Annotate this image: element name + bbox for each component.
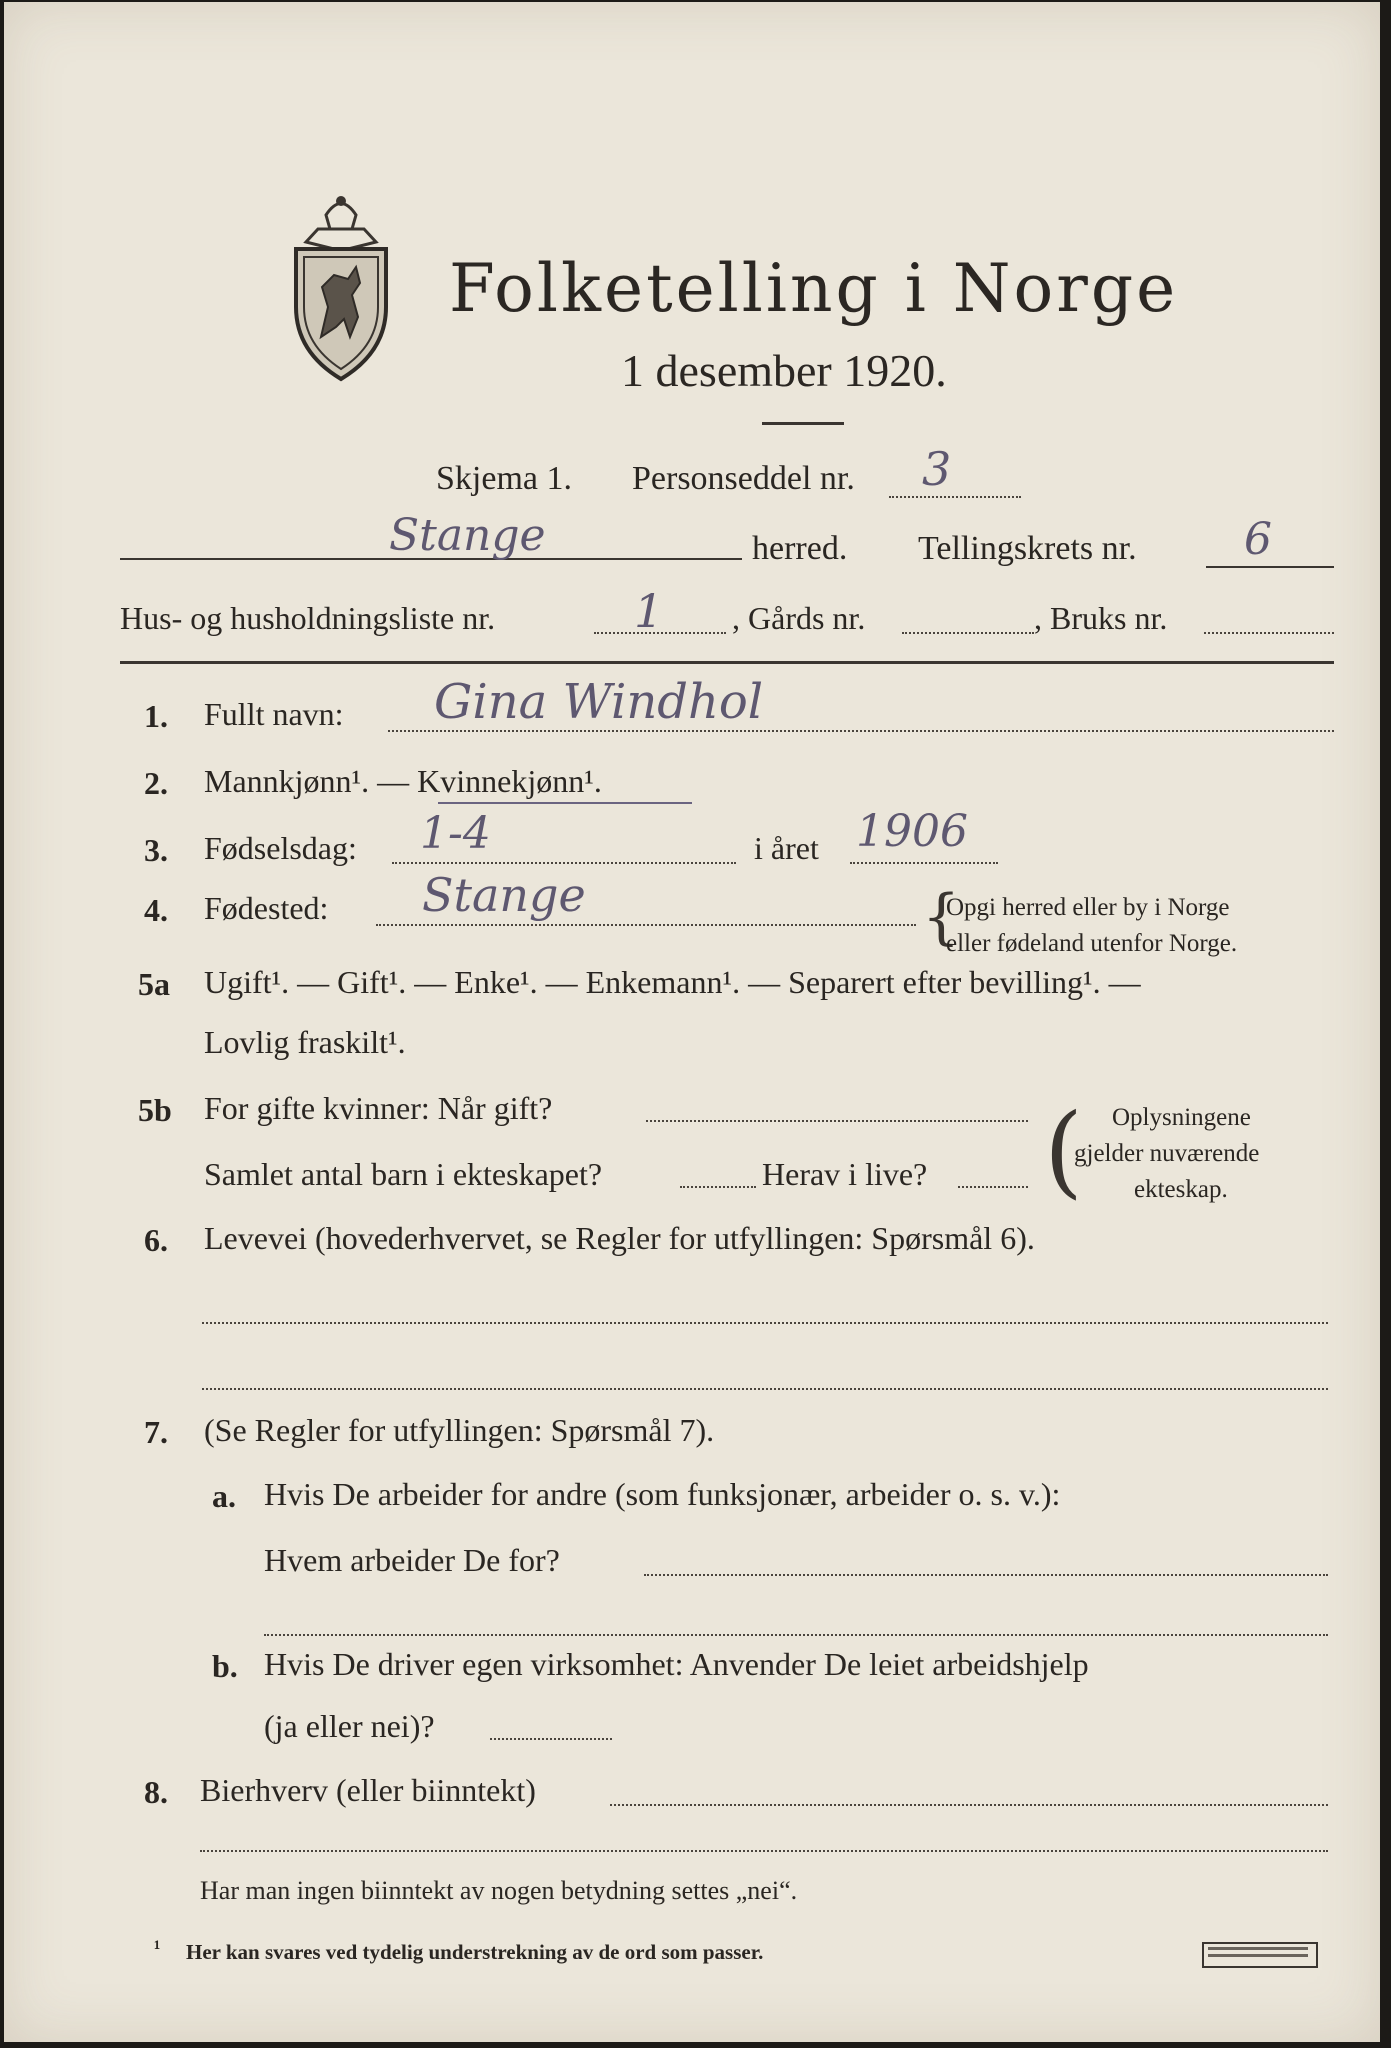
q5a-number: 5a (138, 966, 170, 1002)
q5a-text-line-1: Ugift¹. — Gift¹. — Enke¹. — Enkemann¹. — Separert efter bevilling¹. — (204, 964, 1141, 1000)
q1-label: Fullt navn: (204, 696, 344, 732)
footnote-text: Her kan svares ved tydelig understrekning av de ord som passer. (186, 1940, 764, 1964)
personseddel-field[interactable] (889, 496, 1021, 498)
title-divider (762, 422, 844, 425)
q7b-text-line-1: Hvis De driver egen virksomhet: Anvender De leiet arbeidshjelp (264, 1646, 1089, 1682)
q1-value: Gina Windhol (434, 674, 764, 730)
q6-text: Levevei (hovederhvervet, se Regler for utfyllingen: Spørsmål 6). (204, 1220, 1035, 1256)
personseddel-label: Personseddel nr. (632, 460, 855, 497)
census-date: 1 desember 1920. (621, 345, 947, 396)
q3-year-label: i året (754, 830, 819, 866)
q4-field[interactable] (376, 924, 916, 926)
q7a-field-line-1[interactable] (644, 1574, 1328, 1576)
bruks-label: , Bruks nr. (1034, 600, 1168, 636)
husliste-value: 1 (634, 584, 664, 638)
q3-label: Fødselsdag: (204, 830, 357, 866)
q4-note-brace: { (922, 882, 961, 952)
footnote-mark: ¹ (154, 1936, 161, 1960)
q4-note-line-1: Opgi herred eller by i Norge (946, 894, 1230, 921)
q4-label: Fødested: (204, 890, 329, 926)
q1-number: 1. (144, 698, 168, 734)
form-title: Folketelling i Norge (449, 250, 1179, 327)
q1-field[interactable] (388, 730, 1334, 732)
census-form-page (4, 2, 1380, 2042)
q7-number: 7. (144, 1414, 168, 1450)
personseddel-value: 3 (922, 442, 952, 496)
q6-field-line-1[interactable] (202, 1322, 1328, 1324)
q4-note-line-2: eller fødeland utenfor Norge. (946, 930, 1238, 957)
q2-number: 2. (144, 765, 168, 801)
tellingskrets-value: 6 (1244, 514, 1272, 565)
q7b-letter: b. (212, 1648, 238, 1684)
tellingskrets-label: Tellingskrets nr. (918, 530, 1137, 567)
q8-field-line-2[interactable] (200, 1850, 1328, 1852)
q3-number: 3. (144, 832, 168, 868)
q8-number: 8. (144, 1774, 168, 1810)
q5b-married-field[interactable] (646, 1120, 1028, 1122)
q3-year-field[interactable] (850, 862, 998, 864)
q5a-text-line-2: Lovlig fraskilt¹. (204, 1024, 406, 1060)
q2-underline-selection (438, 802, 692, 804)
printer-stamp (1202, 1942, 1318, 1968)
herred-label: herred. (752, 530, 848, 567)
gards-field[interactable] (902, 632, 1034, 634)
q7-text: (Se Regler for utfyllingen: Spørsmål 7). (204, 1412, 715, 1448)
q5b-text-line-1: For gifte kvinner: Når gift? (204, 1090, 553, 1126)
header-rule (120, 661, 1334, 664)
q8-field-line-1[interactable] (610, 1804, 1328, 1806)
q7a-text-line-2: Hvem arbeider De for? (264, 1542, 560, 1578)
q7a-field-line-2[interactable] (264, 1634, 1328, 1636)
q7b-field[interactable] (490, 1738, 612, 1740)
q3-year-value: 1906 (856, 806, 968, 857)
q8-text: Bierhverv (eller biinntekt) (200, 1772, 536, 1808)
q7b-text-line-2: (ja eller nei)? (264, 1708, 435, 1744)
income-note: Har man ingen biinntekt av nogen betydning settes „nei“. (200, 1876, 798, 1905)
bruks-field[interactable] (1204, 632, 1334, 634)
q5b-note-line-3: ekteskap. (1134, 1176, 1228, 1203)
q5b-note-line-2: gjelder nuværende (1074, 1140, 1260, 1167)
q6-field-line-2[interactable] (202, 1388, 1328, 1390)
q4-value: Stange (422, 868, 586, 922)
coat-of-arms-icon (286, 187, 396, 387)
q6-number: 6. (144, 1222, 168, 1258)
q7a-text-line-1: Hvis De arbeider for andre (som funksjonær, arbeider o. s. v.): (264, 1476, 1061, 1512)
tellingskrets-field[interactable] (1206, 566, 1334, 568)
q3-value: 1-4 (420, 808, 491, 859)
skjema-label: Skjema 1. (436, 460, 572, 497)
q5b-note-brace: ( (1044, 1092, 1084, 1209)
q5b-alive-label: Herav i live? (762, 1156, 928, 1192)
gards-label: , Gårds nr. (732, 600, 866, 636)
q5b-alive-field[interactable] (958, 1186, 1028, 1188)
q4-number: 4. (144, 892, 168, 928)
q5b-text-line-2: Samlet antal barn i ekteskapet? (204, 1156, 603, 1192)
q5b-children-field[interactable] (680, 1186, 756, 1188)
q3-field[interactable] (392, 862, 736, 864)
q2-text: Mannkjønn¹. — Kvinnekjønn¹. (204, 763, 602, 799)
husliste-label: Hus- og husholdningsliste nr. (120, 600, 496, 636)
q5b-note-line-1: Oplysningene (1112, 1104, 1251, 1131)
herred-value: Stange (389, 510, 546, 561)
q7a-letter: a. (212, 1478, 236, 1514)
q5b-number: 5b (138, 1092, 172, 1128)
